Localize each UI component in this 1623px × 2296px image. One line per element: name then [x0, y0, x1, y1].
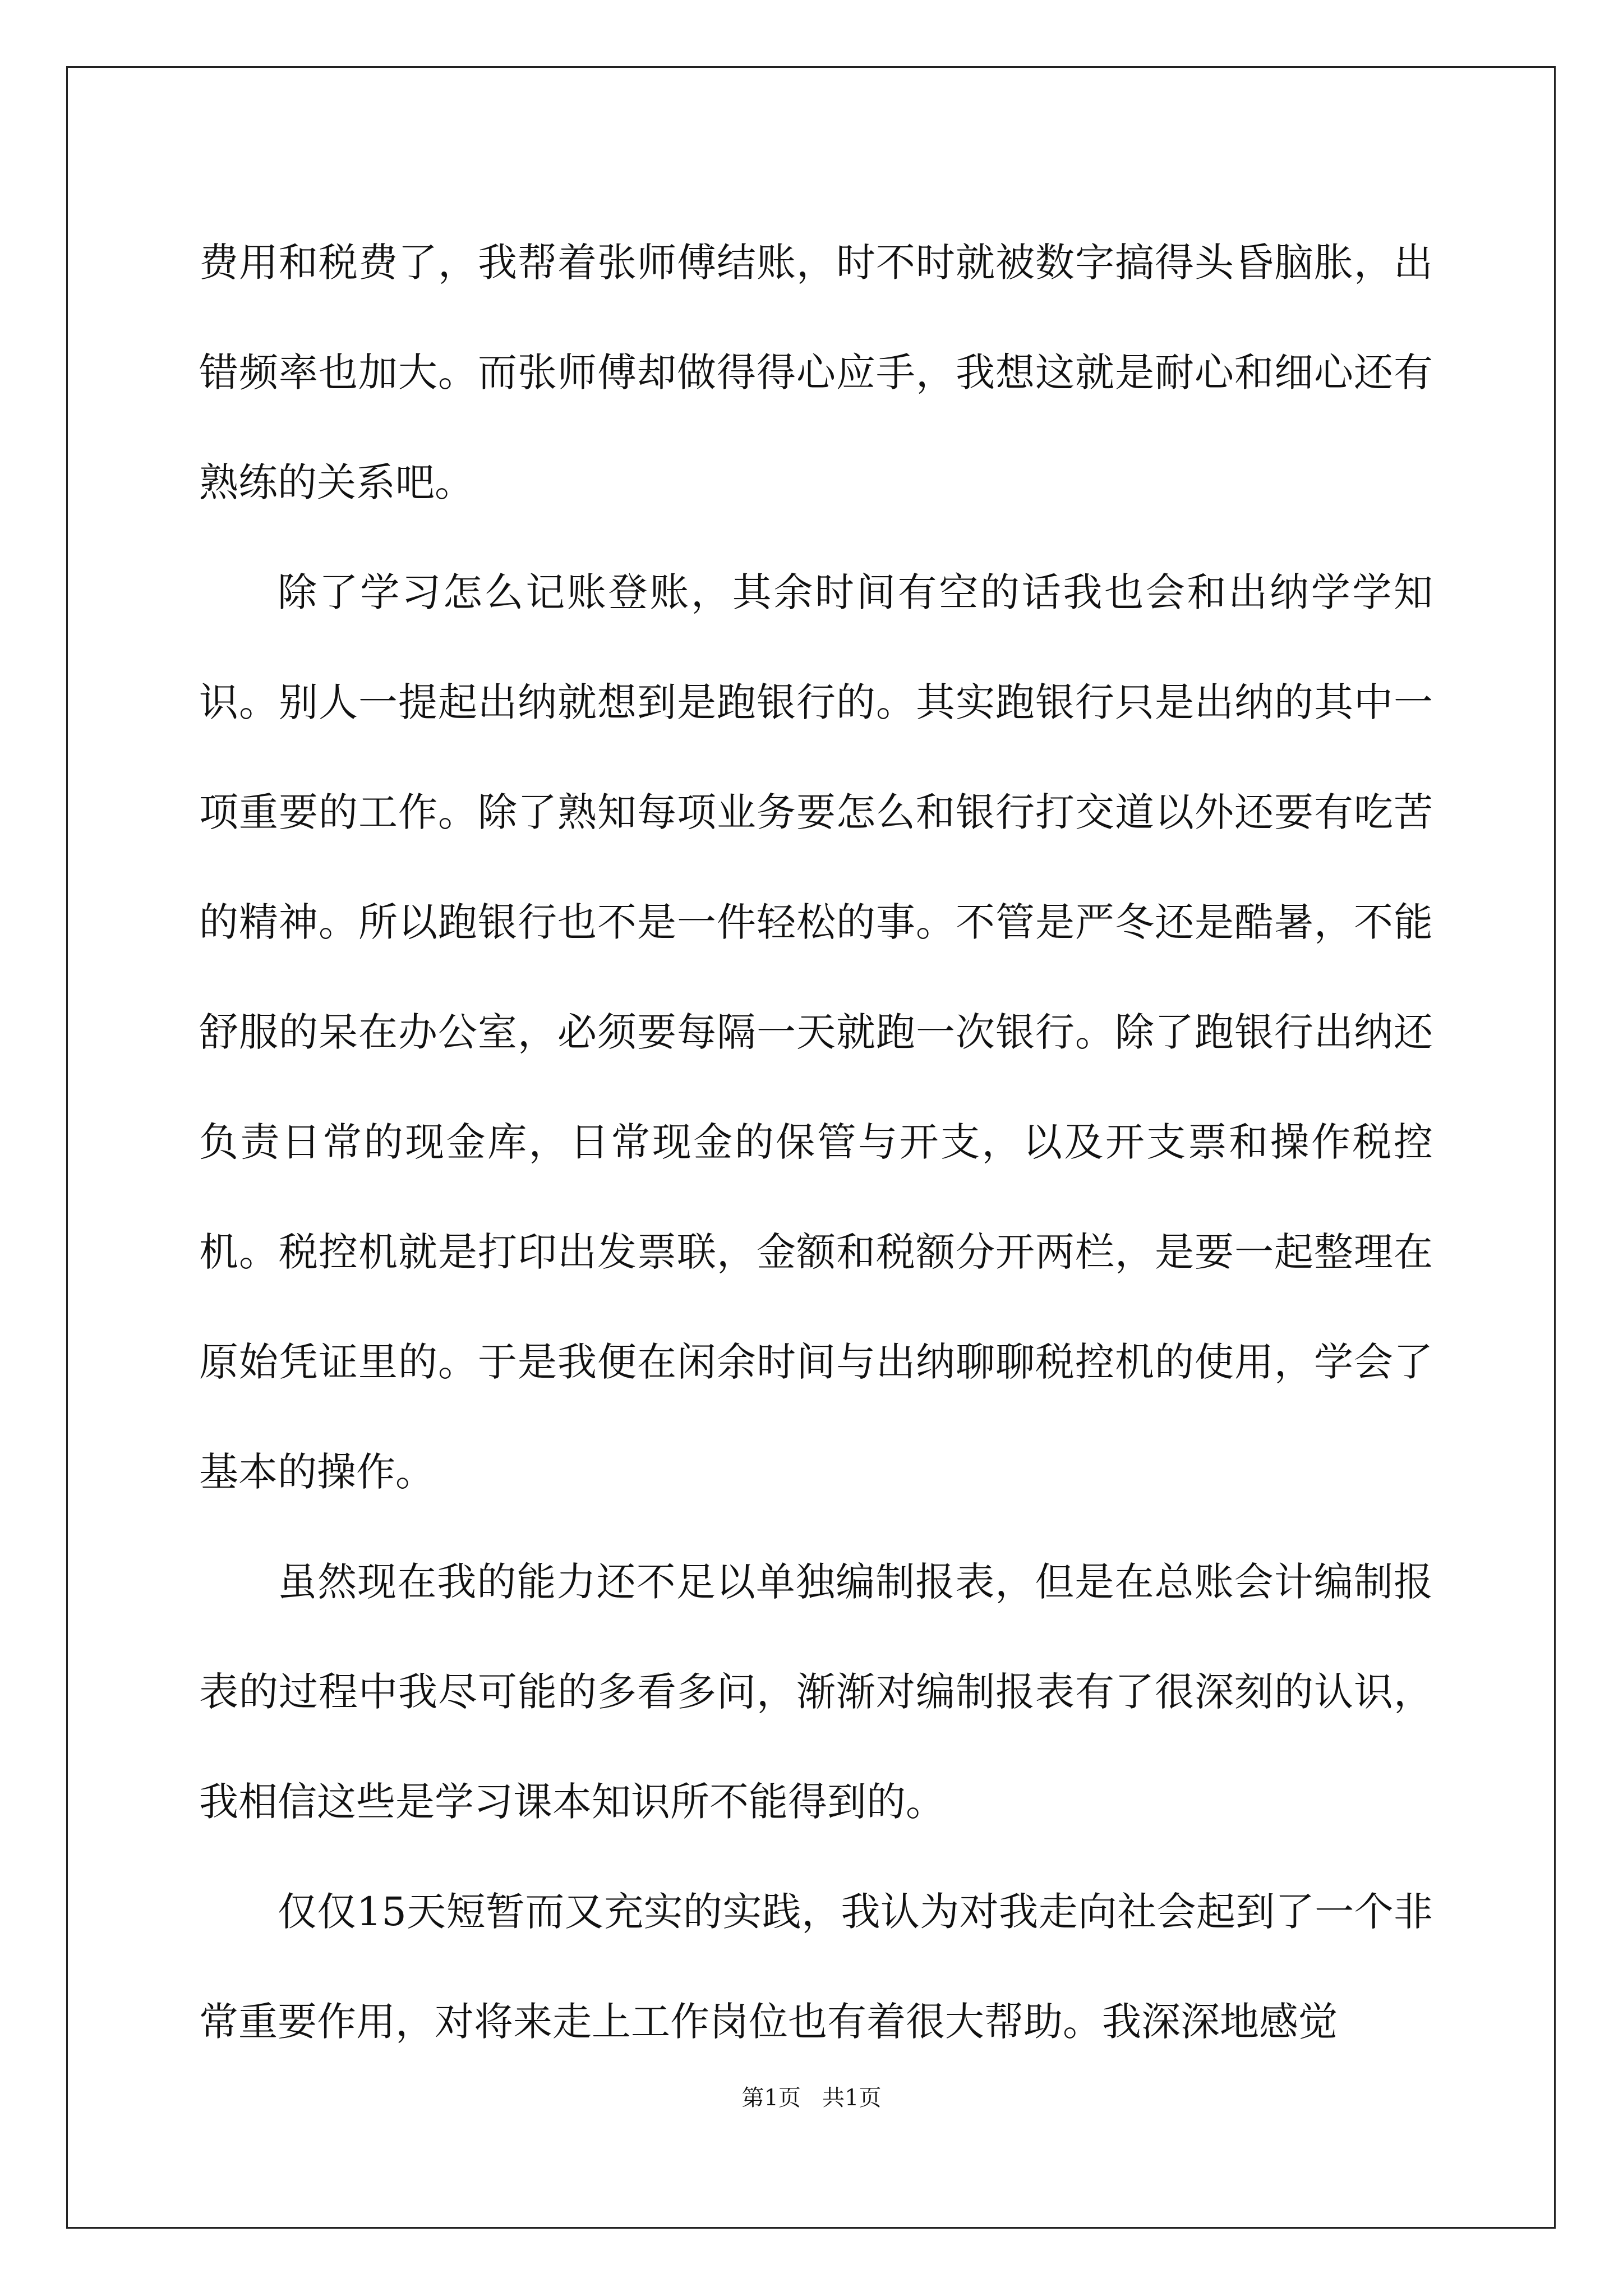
document-body — [199, 208, 1433, 2077]
paragraph: 费用和税费了，我帮着张师傅结账，时不时就被数字搞得头昏脑胀，出错频率也加大。而张师傅却做得得心应手，我想这就是耐心和细心还有熟练的关系吧。 — [199, 240, 1433, 505]
paragraph: 除了学习怎么记账登账，其余时间有空的话我也会和出纳学学知识。别人一提起出纳就想到是跑银行的。其实跑银行只是出纳的其中一项重要的工作。除了熟知每项业务要怎么和银行打交道以外还要有吃苦的精神。所以跑银行也不是一件轻松的事。不管是严冬还是酷暑，不能舒服的呆在办公室，必须要每隔一天就跑一次银行。除了跑银行出纳还负责日常的现金库，日常现金的保管与开支，以及开支票和操作税控机。税控机就是打印出发票联，金额和税额分开两栏，是要一起整理在原始凭证里的。于是我便在闲余时间与出纳聊聊税控机的使用，学会了基本的操作。 — [199, 569, 1433, 1495]
paragraph: 仅仅15天短暂而又充实的实践，我认为对我走向社会起到了一个非常重要作用，对将来走上工作岗位也有着很大帮助。我深深地感觉 — [199, 1889, 1433, 2045]
page-footer: 第1页 共1页 — [741, 2085, 882, 2111]
paragraph: 虽然现在我的能力还不足以单独编制报表，但是在总账会计编制报表的过程中我尽可能的多看多问，渐渐对编制报表有了很深刻的认识，我相信这些是学习课本知识所不能得到的。 — [199, 1559, 1433, 1825]
